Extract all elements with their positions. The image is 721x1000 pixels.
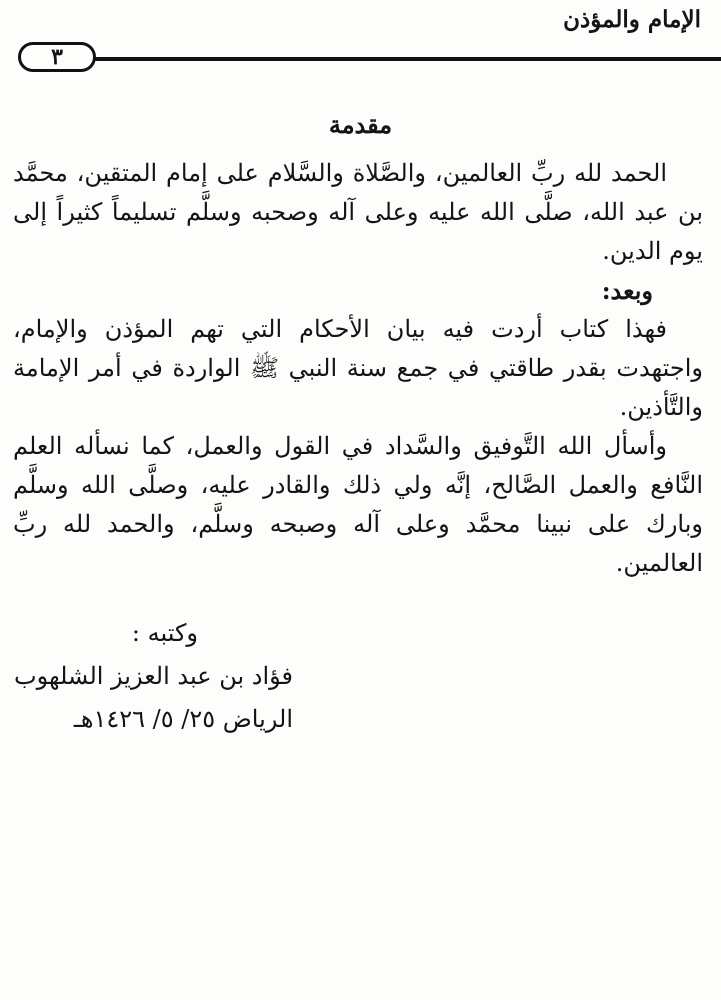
signature-block xyxy=(14,612,293,741)
paragraph-closing: وأسأل الله التَّوفيق والسَّداد في القول والعمل، كما نسأله العلم النَّافع والعمل الصَّالح، إنَّه ولي ذلك والقادر عليه، وصلَّى الله وسلَّم وبارك على نبينا محمَّد وعلى آله وصبحه وسلَّم، والحمد لله ربِّ العالمين. xyxy=(13,432,703,577)
signature-author: فؤاد بن عبد العزيز الشلهوب xyxy=(14,662,293,690)
header-rule xyxy=(95,57,721,61)
paragraph-wabaad: وبعد: xyxy=(601,276,653,305)
page-number: ٣ xyxy=(18,42,96,72)
paragraph-opening: الحمد لله ربِّ العالمين، والصَّلاة والسَّلام على إمام المتقين، محمَّد بن عبد الله، صلَّى الله عليه وعلى آله وصحبه وسلَّم تسليماً كثيراً إلى يوم الدين. xyxy=(13,159,703,265)
body-text xyxy=(13,154,703,583)
section-heading: مقدمة xyxy=(328,110,393,139)
running-title: الإمام والمؤذن xyxy=(563,6,701,33)
signature-place-date: الرياض ٢٥/ ٥/ ١٤٢٦هـ xyxy=(73,705,293,733)
page-number-bar xyxy=(0,42,721,76)
paragraph-purpose: فهذا كتاب أردت فيه بيان الأحكام التي تهم المؤذن والإمام، واجتهدت بقدر طاقتي في جمع سنة النبي ﷺ الواردة في أمر الإمامة والتَّأذين. xyxy=(13,315,703,421)
signature-wrote-label: وكتبه : xyxy=(131,619,198,647)
